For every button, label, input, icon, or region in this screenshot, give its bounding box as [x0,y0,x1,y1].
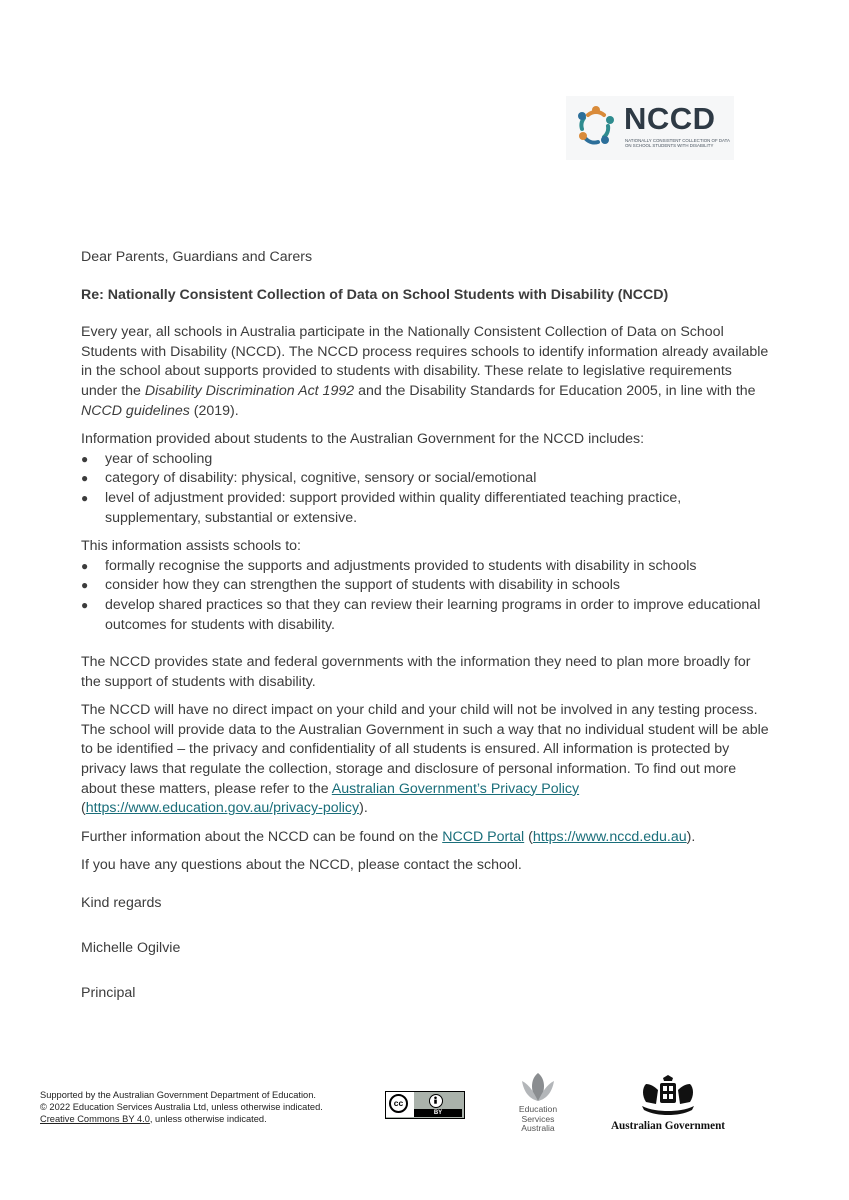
cc-by-label: BY [414,1109,462,1117]
paragraph-further-info: Further information about the NCCD can be found on the NCCD Portal (https://www.nccd.edu.au). [81,828,696,845]
list-item: ● category of disability: physical, cognitive, sensory or social/emotional [81,469,771,489]
coat-of-arms-icon [606,1074,730,1120]
nccd-portal-url-link[interactable]: https://www.nccd.edu.au [532,828,687,845]
list-item: ● formally recognise the supports and adjustments provided to students with disability in schools [81,557,771,577]
subject-line: Re: Nationally Consistent Collection of Data on School Students with Disability (NCCD) [81,286,669,303]
esa-logo [512,1069,564,1137]
attribution-person-icon [429,1094,443,1108]
paragraph-intro: Every year, all schools in Australia participate in the Nationally Consistent Collection of Data on School Students with Disability (NCCD). The NCCD process requires schools to identify information already available in the school about supports provided to students with disability. These relate to legislative requirements under the Disability Discrimination Act 1992 and the Disability Standards for Education 2005, in line with the NCCD guidelines (2019). [81,324,769,419]
signatory-name: Michelle Ogilvie [81,939,181,956]
assists-list [81,557,771,635]
list-item: ● level of adjustment provided: support provided within quality differentiated teaching practice, supplementary, substantial or extensive. [81,489,771,528]
esa-wordmark: Education Services Australia [518,1104,558,1133]
letter-body [81,248,771,1004]
paragraph-assists-intro: This information assists schools to: [81,538,301,555]
australian-government-logo [606,1074,730,1134]
nccd-wordmark: NCCD [624,101,716,136]
paragraph-questions: If you have any questions about the NCCD, please contact the school. [81,857,522,874]
closing: Kind regards [81,895,162,912]
info-list [81,450,771,528]
list-item: ● year of schooling [81,450,771,470]
nccd-people-ring-icon [574,104,618,148]
cc-by-license-badge [385,1091,465,1119]
nccd-portal-link[interactable]: NCCD Portal [442,828,525,845]
paragraph-privacy: The NCCD will have no direct impact on your child and your child will not be involved in any testing process. The school will provide data to the Australian Government in such a way that no individual student will be able to be identified – the privacy and confidentiality of all students is ensured. All information is protected by privacy laws that regulate the collection, storage and disclosure of personal information. To find out more about these matters, please refer to the Australian Government’s Privacy Policy (https://www.education.gov.au/privacy-policy). [81,702,769,817]
footer-attribution: Supported by the Australian Government Department of Education. © 2022 Education Services Australia Ltd, unless otherwise indicated. Creative Commons BY 4.0, unless otherwise indicated. [40,1090,323,1124]
salutation: Dear Parents, Guardians and Carers [81,249,313,265]
creative-commons-link[interactable]: Creative Commons BY 4.0 [40,1114,150,1124]
paragraph-governments: The NCCD provides state and federal governments with the information they need to plan more broadly for the support of students with disability. [81,654,751,690]
cc-icon: cc [389,1094,408,1113]
australian-government-wordmark: Australian Government [610,1120,726,1132]
esa-flower-icon [512,1069,564,1105]
privacy-policy-link[interactable]: Australian Government’s Privacy Policy [331,780,580,797]
privacy-policy-url-link[interactable]: https://www.education.gov.au/privacy-policy [85,800,360,817]
nccd-tagline: NATIONALLY CONSISTENT COLLECTION OF DATA ON SCHOOL STUDENTS WITH DISABILITY [625,138,730,148]
list-item: ● develop shared practices so that they can review their learning programs in order to improve educational outcomes for students with disability. [81,596,771,635]
paragraph-info-intro: Information provided about students to the Australian Government for the NCCD includes: [81,431,645,448]
nccd-logo [566,96,734,160]
guidelines-title: NCCD guidelines [81,402,190,419]
signatory-title: Principal [81,985,136,1002]
act-title: Disability Discrimination Act 1992 [144,382,355,399]
list-item: ● consider how they can strengthen the support of students with disability in schools [81,576,771,596]
